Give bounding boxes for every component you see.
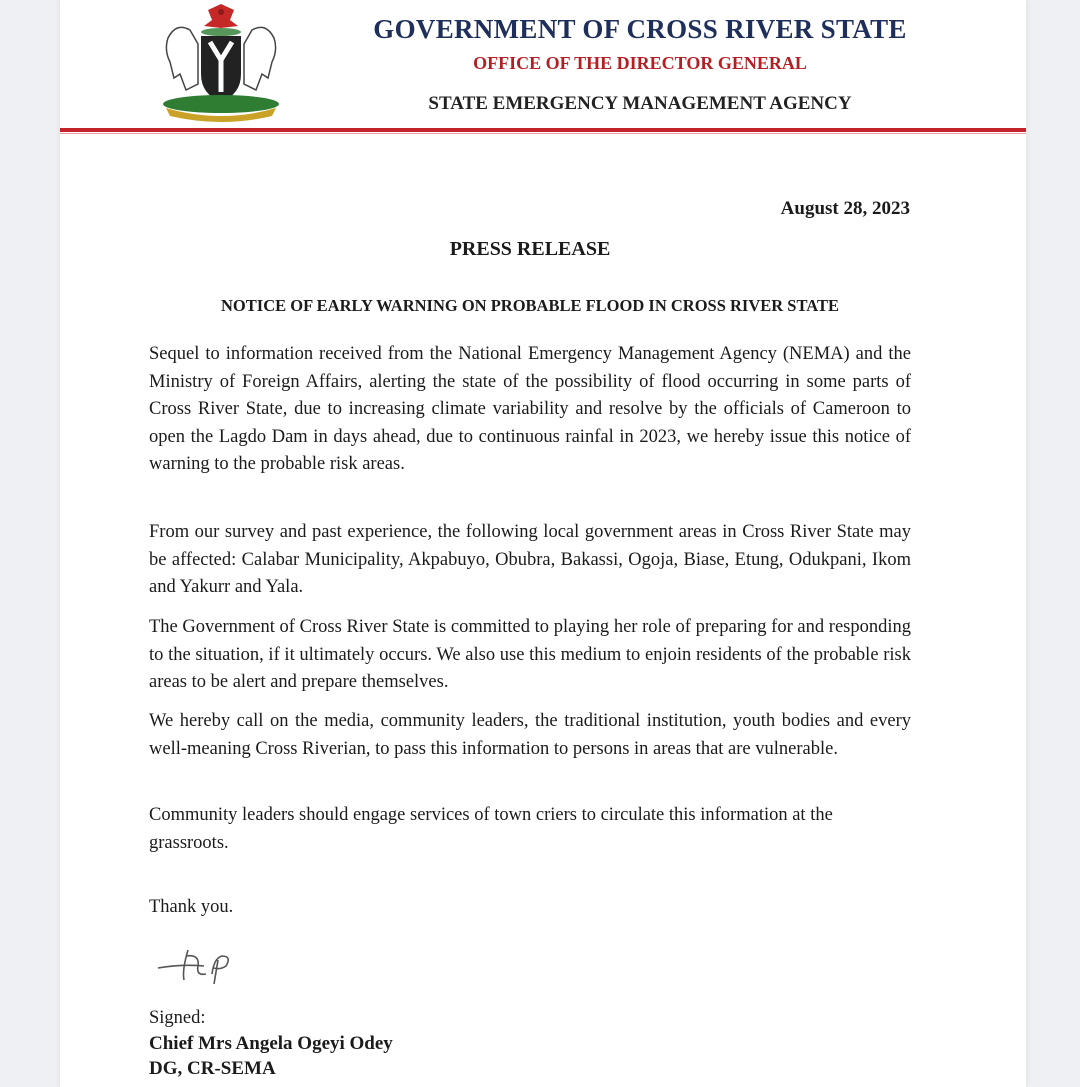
body-paragraph: The Government of Cross River State is committed to playing her role of preparing for and responding to the situation, if it ultimately occurs. We also use this medium to enjoin residents of the probable risk areas to be alert and prepare themselves. (149, 617, 911, 692)
header-government: GOVERNMENT OF CROSS RIVER STATE (373, 14, 907, 44)
coat-of-arms-icon (146, 4, 296, 122)
letter-date: August 28, 2023 (780, 198, 910, 219)
body-paragraph: Community leaders should engage services of town criers to circulate this information at the grassroots. (149, 805, 833, 853)
header-divider (60, 128, 1026, 132)
header-divider-shadow (60, 133, 1026, 134)
body-paragraph: From our survey and past experience, the following local government areas in Cross River State may be affected: Calabar Municipality, Akpabuyo, Obubra, Bakassi, Ogoja, Biase, Etung, Odukpani, Ikom and Yakurr and Yala. (149, 522, 911, 597)
body-paragraph: Sequel to information received from the National Emergency Management Agency (NEMA) and the Ministry of Foreign Affairs, alerting the state of the possibility of flood occurring in some parts of Cross River State, due to increasing climate variability and resolve by the officials of Cameroon to open the Lagdo Dam in days ahead, due to continuous rainfal in 2023, we hereby issue this notice of warning to the probable risk areas. (149, 344, 911, 474)
closing-text: Thank you. (149, 897, 234, 917)
signed-label: Signed: (149, 1008, 206, 1028)
signatory-title: DG, CR-SEMA (149, 1058, 276, 1079)
signature-icon (152, 940, 262, 988)
letter-page (60, 0, 1026, 1087)
notice-title: NOTICE OF EARLY WARNING ON PROBABLE FLOOD IN CROSS RIVER STATE (221, 296, 839, 315)
press-release-heading: PRESS RELEASE (449, 238, 611, 260)
header-agency: STATE EMERGENCY MANAGEMENT AGENCY (428, 93, 852, 114)
signatory-name: Chief Mrs Angela Ogeyi Odey (149, 1033, 393, 1054)
body-paragraph: We hereby call on the media, community leaders, the traditional institution, youth bodies and every well-meaning Cross Riverian, to pass this information to persons in areas that are vulnerable. (149, 711, 911, 759)
header-office: OFFICE OF THE DIRECTOR GENERAL (473, 53, 807, 73)
